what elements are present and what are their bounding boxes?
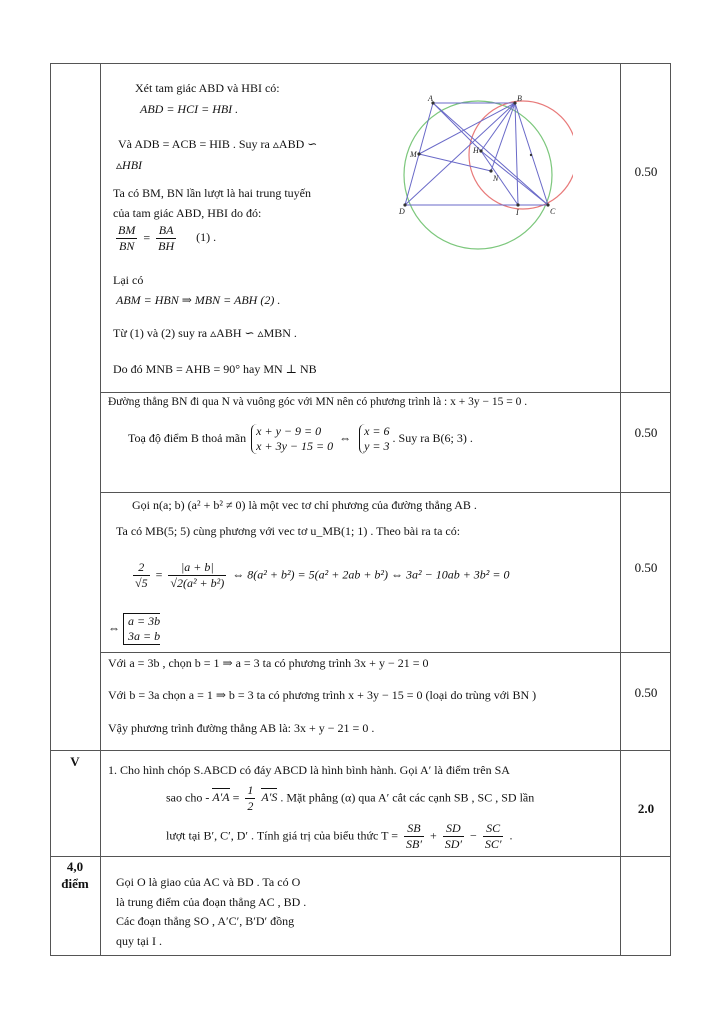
r6-line4: quy tại I .: [116, 934, 162, 948]
label-h: H: [473, 146, 479, 155]
r4-line1: Với a = 3b , chọn b = 1 ⇒ a = 3 ta có phương trình 3x + y − 21 = 0: [108, 656, 429, 670]
row-divider: [50, 750, 671, 751]
r1-ratio: $\frac{BM}{BN}$ = $\frac{BA}{BH}$ (1) .: [118, 223, 217, 253]
points-label-unit: điểm: [61, 876, 89, 891]
points-label-value: 4,0: [66, 859, 84, 874]
r1-line3: Và ADB = ACB = HIB . Suy ra ▵ABD ∽: [118, 137, 318, 151]
r3-line2: Ta có MB(5; 5) cùng phương với vec tơ u_MB(1; 1) . Theo bài ra ta có:: [116, 524, 461, 538]
row-divider: [50, 856, 671, 857]
r1-line8: Lại có: [113, 273, 144, 287]
r1-line1: Xét tam giác ABD và HBI có:: [135, 81, 280, 95]
r6-line3: Các đoạn thẳng SO , A′C′, B′D′ đồng: [116, 914, 295, 928]
r3-line1: Gọi n(a; b) (a² + b² ≠ 0) là một vec tơ chỉ phương của đường thẳng AB .: [132, 498, 477, 512]
r5-line1: 1. Cho hình chóp S.ABCD có đáy ABCD là hình bình hành. Gọi A′ là điểm trên SA: [108, 763, 510, 777]
r2-line1: Đường thẳng BN đi qua N và vuông góc với MN nên có phương trình là : x + 3y − 15 = 0 .: [108, 396, 528, 408]
r2-score: 0.50: [634, 425, 658, 440]
r4-score: 0.50: [634, 685, 658, 700]
r2-system: Toạ độ điểm B thoả mãn x + y − 9 = 0 x + 3y − 15 = 0 ⇔ x = 6 y = 3 . Suy ra B(6; 3) .: [128, 424, 473, 453]
r6-line1: Gọi O là giao của AC và BD . Ta có O: [116, 875, 301, 889]
column-divider: [100, 63, 101, 956]
section-label: V: [70, 754, 80, 769]
geometry-figure: [393, 93, 573, 253]
r1-line9: ABM = HBN ⇒ MBN = ABH (2) .: [116, 293, 281, 307]
r6-line2: là trung điểm của đoạn thẳng AC , BD .: [116, 895, 307, 909]
r1-score: 0.50: [634, 164, 658, 179]
small-circle: [469, 101, 573, 209]
r3-cases: ⇔ a = 3b 3a = b: [108, 614, 161, 643]
label-i: I: [516, 208, 519, 217]
r1-line11: Do đó MNB = AHB = 90° hay MN ⊥ NB: [113, 362, 317, 376]
label-n: N: [493, 174, 499, 183]
row-divider: [100, 492, 671, 493]
r4-line2: Với b = 3a chọn a = 1 ⇒ b = 3 ta có phương trình x + 3y − 15 = 0 (loại do trùng với BN ): [108, 688, 537, 702]
r1-line6: của tam giác ABD, HBI do đó:: [113, 206, 262, 220]
label-a: A: [428, 94, 433, 103]
row-divider: [100, 652, 671, 653]
r5-score: 2.0: [637, 801, 655, 816]
r5-line2: sao cho - A′A = $\frac{1}{2}$ A′S . Mặt phẳng (α) qua A′ cắt các cạnh SB , SC , SD lần: [166, 783, 535, 813]
label-b: B: [517, 94, 522, 103]
r5-line3: lượt tại B′, C′, D′ . Tính giá trị của biểu thức T = $\frac{SB}{SB'}$ + $\frac{SD}{SD'}$ − $\frac{SC}{SC'}$ .: [166, 821, 513, 851]
r3-score: 0.50: [634, 560, 658, 575]
r1-line10: Từ (1) và (2) suy ra ▵ABH ∽ ▵MBN .: [113, 326, 297, 340]
r1-line4: ▵HBI: [116, 158, 143, 172]
label-d: D: [399, 207, 405, 216]
r3-equation: $\frac{2}{√5}$ = $\frac{|a + b|}{\text{√2(a² + b²)}}$ ⇔ 8(a² + b²) = 5(a² + 2ab + b²) ⇔ 3a² − 10ab + 3b² = 0: [135, 560, 510, 590]
label-c: C: [550, 207, 556, 216]
label-m: M: [410, 150, 417, 159]
r4-line3: Vậy phương trình đường thẳng AB là: 3x + y − 21 = 0 .: [108, 721, 375, 735]
r1-line2: ABD = HCI = HBI .: [140, 102, 239, 116]
r1-line5: Ta có BM, BN lần lượt là hai trung tuyến: [113, 186, 311, 200]
row-divider: [100, 392, 671, 393]
column-divider: [620, 63, 621, 956]
